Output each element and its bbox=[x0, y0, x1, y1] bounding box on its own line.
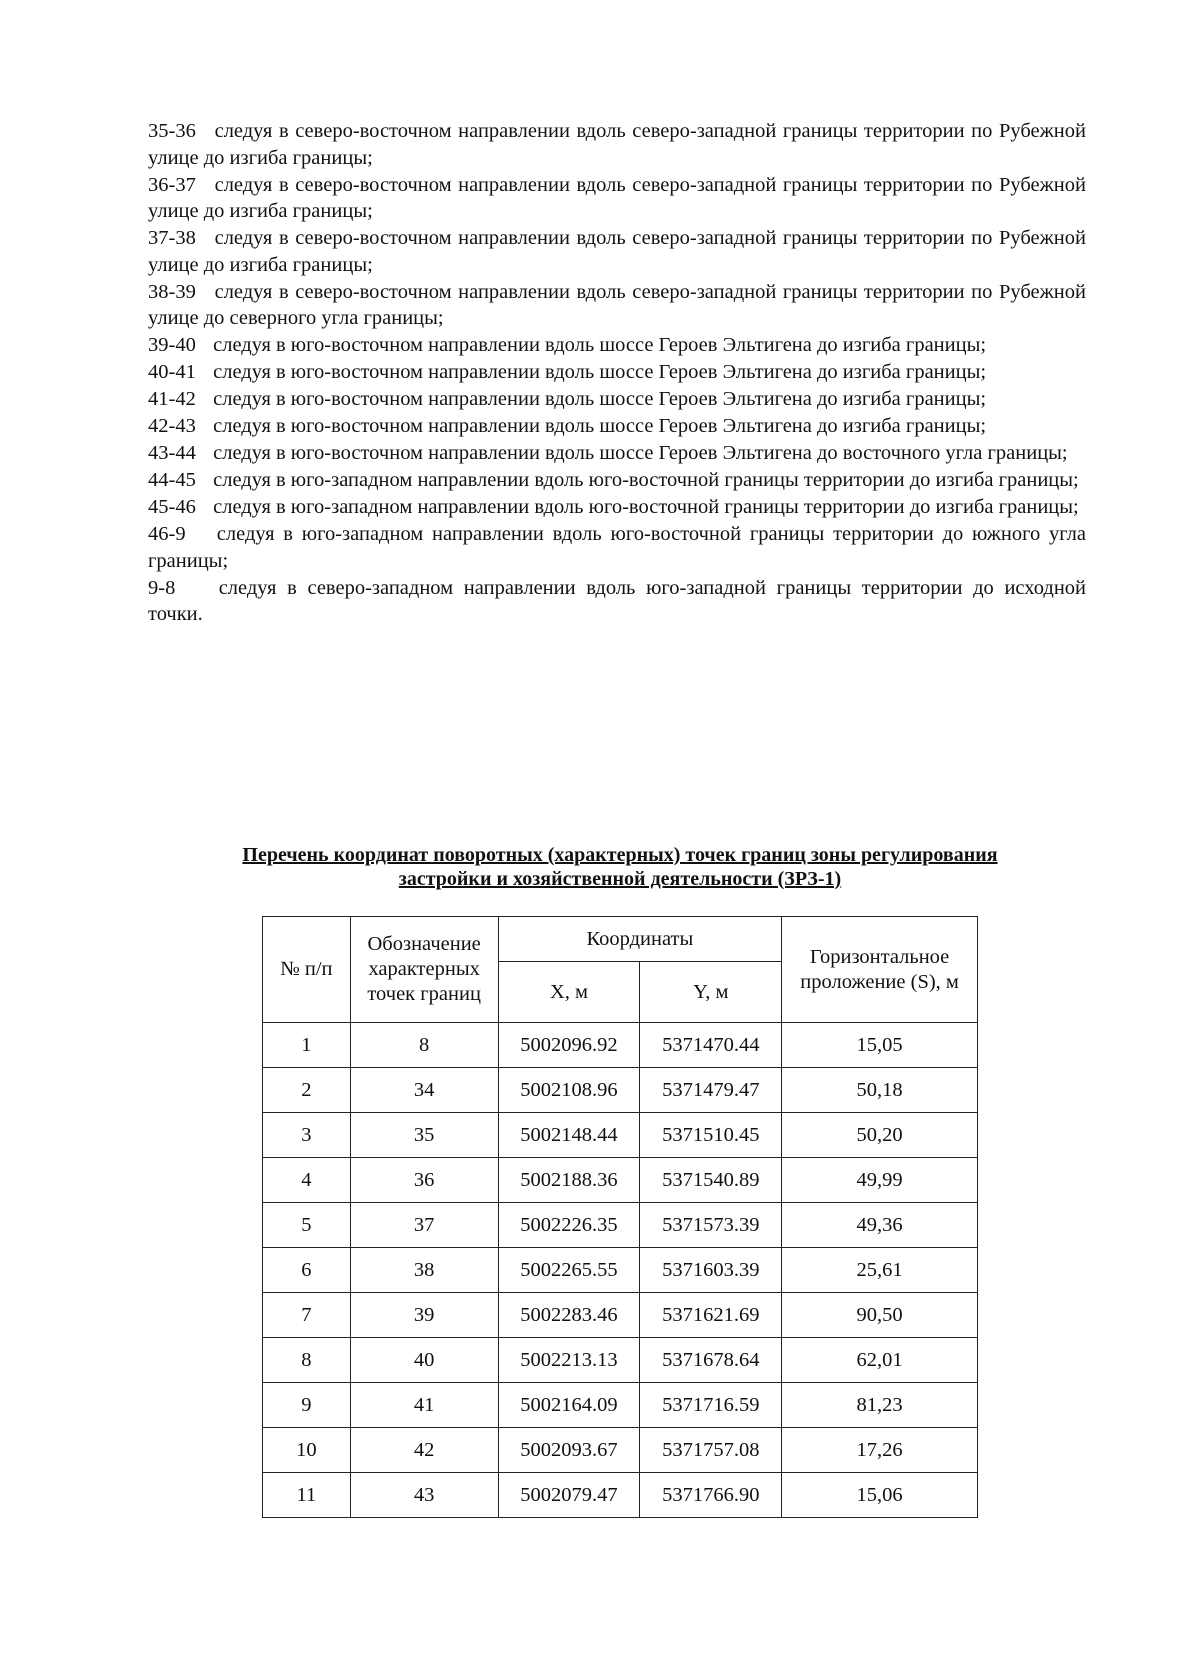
cell-x: 5002108.96 bbox=[498, 1068, 640, 1113]
boundary-segment bbox=[148, 332, 1086, 359]
cell-distance: 17,26 bbox=[782, 1428, 978, 1473]
cell-x: 5002096.92 bbox=[498, 1023, 640, 1068]
cell-number: 9 bbox=[263, 1383, 351, 1428]
cell-y: 5371621.69 bbox=[640, 1293, 782, 1338]
cell-distance: 15,05 bbox=[782, 1023, 978, 1068]
segment-text: следуя в юго-восточном направлении вдоль шоссе Героев Эльтигена до изгиба границы; bbox=[213, 415, 987, 437]
segment-text: следуя в юго-восточном направлении вдоль шоссе Героев Эльтигена до восточного угла границы; bbox=[213, 442, 1068, 464]
cell-distance: 15,06 bbox=[782, 1473, 978, 1518]
cell-point: 38 bbox=[350, 1248, 498, 1293]
cell-y: 5371479.47 bbox=[640, 1068, 782, 1113]
segment-code: 45-46 bbox=[148, 496, 196, 518]
cell-point: 42 bbox=[350, 1428, 498, 1473]
cell-number: 4 bbox=[263, 1158, 351, 1203]
header-horizontal-distance: Горизонтальное проложение (S), м bbox=[782, 917, 978, 1023]
cell-point: 37 bbox=[350, 1203, 498, 1248]
table-title-line: застройки и хозяйственной деятельности (ЗРЗ-1) bbox=[398, 868, 842, 890]
coordinates-table bbox=[262, 916, 978, 1518]
cell-y: 5371470.44 bbox=[640, 1023, 782, 1068]
cell-y: 5371757.08 bbox=[640, 1428, 782, 1473]
segment-code: 42-43 bbox=[148, 415, 196, 437]
table-row bbox=[263, 1113, 978, 1158]
segment-code: 39-40 bbox=[148, 334, 196, 356]
table-row bbox=[263, 1068, 978, 1113]
cell-x: 5002093.67 bbox=[498, 1428, 640, 1473]
segment-text: следуя в северо-восточном направлении вдоль северо-западной границы территории по Рубежной улице до изгиба границы; bbox=[148, 173, 1086, 222]
boundary-segment bbox=[148, 575, 1086, 628]
cell-number: 5 bbox=[263, 1203, 351, 1248]
segment-text: следуя в северо-западном направлении вдоль юго-западной границы территории до исходной точки. bbox=[148, 576, 1087, 625]
cell-number: 10 bbox=[263, 1428, 351, 1473]
boundary-segment bbox=[148, 440, 1086, 467]
cell-point: 41 bbox=[350, 1383, 498, 1428]
segment-code: 37-38 bbox=[148, 227, 196, 249]
segment-text: следуя в юго-западном направлении вдоль юго-восточной границы территории до изгиба границы; bbox=[213, 496, 1079, 518]
segment-code: 9-8 bbox=[148, 576, 176, 599]
cell-point: 34 bbox=[350, 1068, 498, 1113]
segment-code: 41-42 bbox=[148, 388, 196, 410]
cell-x: 5002226.35 bbox=[498, 1203, 640, 1248]
segment-code: 40-41 bbox=[148, 361, 196, 383]
cell-distance: 62,01 bbox=[782, 1338, 978, 1383]
cell-point: 36 bbox=[350, 1158, 498, 1203]
header-y: Y, м bbox=[640, 962, 782, 1023]
cell-y: 5371540.89 bbox=[640, 1158, 782, 1203]
cell-y: 5371678.64 bbox=[640, 1338, 782, 1383]
segment-code: 43-44 bbox=[148, 442, 196, 464]
segment-code: 46-9 bbox=[148, 523, 186, 545]
cell-y: 5371573.39 bbox=[640, 1203, 782, 1248]
cell-number: 1 bbox=[263, 1023, 351, 1068]
cell-x: 5002148.44 bbox=[498, 1113, 640, 1158]
cell-x: 5002213.13 bbox=[498, 1338, 640, 1383]
boundary-segment bbox=[148, 118, 1086, 171]
table-title-line: Перечень координат поворотных (характерных) точек границ зоны регулирования bbox=[242, 844, 998, 866]
boundary-segment bbox=[148, 279, 1086, 332]
boundary-segment bbox=[148, 386, 1086, 413]
boundary-segment bbox=[148, 225, 1086, 278]
segment-text: следуя в юго-западном направлении вдоль юго-восточной границы территории до изгиба границы; bbox=[213, 469, 1079, 491]
segment-code: 35-36 bbox=[148, 120, 196, 142]
table-row bbox=[263, 1203, 978, 1248]
header-point-designation: Обозначение характерных точек границ bbox=[350, 917, 498, 1023]
cell-number: 11 bbox=[263, 1473, 351, 1518]
cell-number: 6 bbox=[263, 1248, 351, 1293]
cell-y: 5371603.39 bbox=[640, 1248, 782, 1293]
cell-y: 5371766.90 bbox=[640, 1473, 782, 1518]
segment-text: следуя в юго-восточном направлении вдоль шоссе Героев Эльтигена до изгиба границы; bbox=[213, 388, 987, 410]
segment-text: следуя в юго-западном направлении вдоль юго-восточной границы территории до южного угла границы; bbox=[148, 523, 1087, 572]
table-row bbox=[263, 1158, 978, 1203]
table-title bbox=[160, 843, 1080, 891]
boundary-description-list bbox=[148, 118, 1086, 628]
boundary-segment bbox=[148, 467, 1086, 494]
cell-y: 5371510.45 bbox=[640, 1113, 782, 1158]
cell-point: 43 bbox=[350, 1473, 498, 1518]
segment-text: следуя в северо-восточном направлении вдоль северо-западной границы территории по Рубежной улице до северного угла границы; bbox=[148, 280, 1086, 329]
cell-x: 5002188.36 bbox=[498, 1158, 640, 1203]
cell-point: 35 bbox=[350, 1113, 498, 1158]
cell-point: 39 bbox=[350, 1293, 498, 1338]
cell-distance: 25,61 bbox=[782, 1248, 978, 1293]
boundary-segment bbox=[148, 172, 1086, 225]
cell-y: 5371716.59 bbox=[640, 1383, 782, 1428]
cell-distance: 90,50 bbox=[782, 1293, 978, 1338]
cell-distance: 50,20 bbox=[782, 1113, 978, 1158]
header-number: № п/п bbox=[263, 917, 351, 1023]
cell-number: 7 bbox=[263, 1293, 351, 1338]
boundary-segment bbox=[148, 359, 1086, 386]
header-coordinates: Координаты bbox=[498, 917, 782, 962]
cell-number: 2 bbox=[263, 1068, 351, 1113]
segment-code: 44-45 bbox=[148, 469, 196, 491]
cell-number: 3 bbox=[263, 1113, 351, 1158]
table-row bbox=[263, 1428, 978, 1473]
segment-text: следуя в юго-восточном направлении вдоль шоссе Героев Эльтигена до изгиба границы; bbox=[213, 334, 987, 356]
cell-distance: 49,36 bbox=[782, 1203, 978, 1248]
cell-distance: 50,18 bbox=[782, 1068, 978, 1113]
cell-point: 8 bbox=[350, 1023, 498, 1068]
cell-distance: 49,99 bbox=[782, 1158, 978, 1203]
boundary-segment bbox=[148, 521, 1086, 574]
table-row bbox=[263, 1383, 978, 1428]
cell-distance: 81,23 bbox=[782, 1383, 978, 1428]
segment-text: следуя в северо-восточном направлении вдоль северо-западной границы территории по Рубежной улице до изгиба границы; bbox=[148, 120, 1086, 169]
table-row bbox=[263, 1023, 978, 1068]
table-row bbox=[263, 1293, 978, 1338]
boundary-segment bbox=[148, 413, 1086, 440]
table-row bbox=[263, 1248, 978, 1293]
table-row bbox=[263, 1338, 978, 1383]
segment-code: 36-37 bbox=[148, 173, 196, 196]
table-row bbox=[263, 1473, 978, 1518]
cell-x: 5002164.09 bbox=[498, 1383, 640, 1428]
cell-x: 5002265.55 bbox=[498, 1248, 640, 1293]
cell-point: 40 bbox=[350, 1338, 498, 1383]
segment-text: следуя в юго-восточном направлении вдоль шоссе Героев Эльтигена до изгиба границы; bbox=[213, 361, 987, 383]
cell-x: 5002283.46 bbox=[498, 1293, 640, 1338]
cell-x: 5002079.47 bbox=[498, 1473, 640, 1518]
segment-code: 38-39 bbox=[148, 280, 196, 303]
segment-text: следуя в северо-восточном направлении вдоль северо-западной границы территории по Рубежной улице до изгиба границы; bbox=[148, 227, 1086, 276]
cell-number: 8 bbox=[263, 1338, 351, 1383]
header-x: X, м bbox=[498, 962, 640, 1023]
boundary-segment bbox=[148, 494, 1086, 521]
